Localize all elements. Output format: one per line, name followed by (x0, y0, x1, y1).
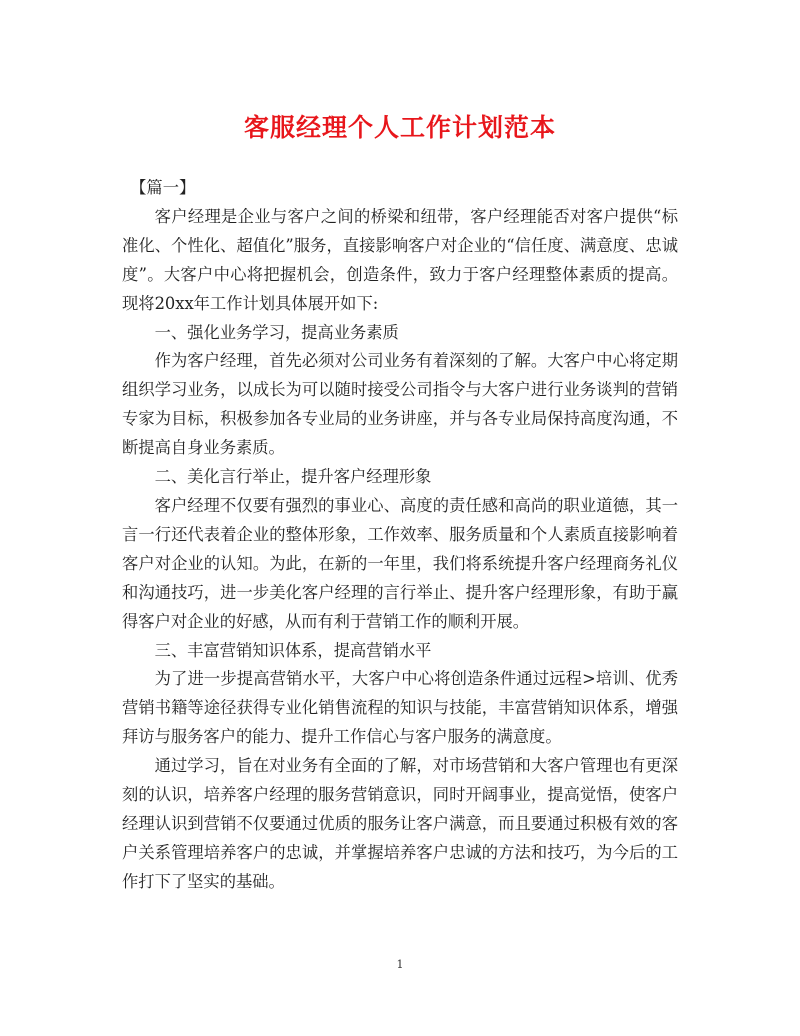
section-heading-3: 三、丰富营销知识体系，提高营销水平 (154, 640, 432, 660)
page-number: 1 (396, 958, 404, 971)
document-body (122, 174, 678, 897)
section-3-paragraph: 为了进一步提高营销水平，大客户中心将创造条件通过远程>培训、优秀营销书籍等途径获得专业化销售流程的知识与技能，丰富营销知识体系，增强拜访与服务客户的能力、提升工作信心与客户服务的满意度。 (122, 669, 678, 747)
section-marker: 【篇一】 (130, 178, 196, 197)
section-1-paragraph: 作为客户经理，首先必须对公司业务有着深刻的了解。大客户中心将定期组织学习业务，以成长为可以随时接受公司指令与大客户进行业务谈判的营销专家为目标，积极参加各专业局的业务讲座，并与各专业局保持高度沟通，不断提高自身业务素质。 (122, 351, 678, 458)
document-title: 客服经理个人工作计划范本 (243, 113, 556, 142)
section-2-paragraph: 客户经理不仅要有强烈的事业心、高度的责任感和高尚的职业道德，其一言一行还代表着企业的整体形象，工作效率、服务质量和个人素质直接影响着客户对企业的认知。为此，在新的一年里，我们将系统提升客户经理商务礼仪和沟通技巧，进一步美化客户经理的言行举止、提升客户经理形象，有助于赢得客户对企业的好感，从而有利于营销工作的顺利开展。 (122, 495, 678, 631)
intro-paragraph: 客户经理是企业与客户之间的桥梁和纽带，客户经理能否对客户提供“标准化、个性化、超值化”服务，直接影响客户对企业的“信任度、满意度、忠诚度”。大客户中心将把握机会，创造条件，致力于客户经理整体素质的提高。现将20xx年工作计划具体展开如下: (122, 206, 678, 313)
section-3-paragraph-2: 通过学习，旨在对业务有全面的了解，对市场营销和大客户管理也有更深刻的认识，培养客户经理的服务营销意识，同时开阔事业，提高觉悟，使客户经理认识到营销不仅要通过优质的服务让客户满意，而且要通过积极有效的客户关系管理培养客户的忠诚，并掌握培养客户忠诚的方法和技巧，为今后的工作打下了坚实的基础。 (122, 756, 678, 891)
section-heading-1: 一、强化业务学习，提高业务素质 (154, 322, 399, 342)
section-heading-2: 二、美化言行举止，提升客户经理形象 (154, 467, 432, 487)
